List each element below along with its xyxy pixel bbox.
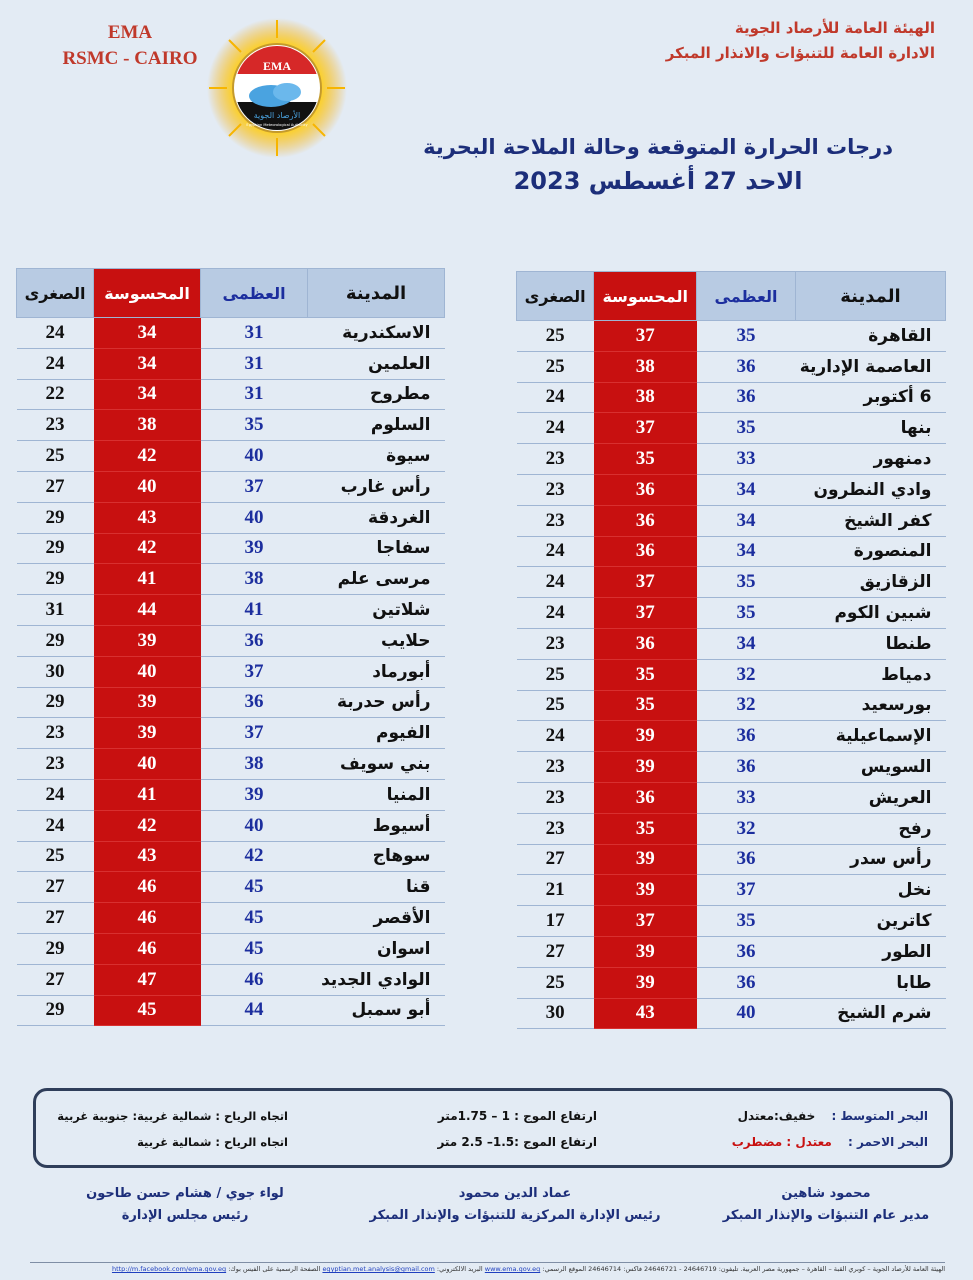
min-temp-cell: 23 — [517, 752, 594, 783]
max-temp-cell: 42 — [201, 841, 308, 872]
table-row — [517, 351, 946, 382]
city-cell: الإسماعيلية — [795, 721, 945, 752]
table-row — [17, 810, 445, 841]
feels-like-cell: 37 — [594, 567, 697, 598]
table-row — [517, 752, 946, 783]
max-temp-cell: 39 — [201, 533, 308, 564]
city-cell: الزقازيق — [795, 567, 945, 598]
sea-status-box — [33, 1088, 953, 1168]
min-temp-cell: 23 — [17, 749, 94, 780]
min-temp-cell: 29 — [17, 687, 94, 718]
city-cell: العاصمة الإدارية — [795, 351, 945, 382]
table-row — [17, 410, 445, 441]
feels-like-cell: 37 — [594, 906, 697, 937]
min-temp-cell: 27 — [17, 872, 94, 903]
max-temp-cell: 33 — [697, 444, 796, 475]
max-temp-cell: 46 — [201, 964, 308, 995]
table-row — [517, 875, 946, 906]
feels-like-cell: 39 — [594, 875, 697, 906]
max-temp-cell: 40 — [201, 810, 308, 841]
max-temp-cell: 38 — [201, 749, 308, 780]
table-body-right — [517, 321, 946, 1029]
med-sea-row — [738, 1109, 928, 1123]
footer-facebook-label: الصفحة الرسمية على الفيس بوك: — [228, 1265, 321, 1273]
min-temp-cell: 29 — [17, 533, 94, 564]
min-temp-cell: 24 — [517, 536, 594, 567]
signature-chairman — [60, 1183, 310, 1227]
med-wave-height: ارتفاع الموج : 1 – 1.75متر — [437, 1109, 597, 1123]
table-row — [517, 567, 946, 598]
min-temp-cell: 30 — [517, 998, 594, 1029]
max-temp-cell: 34 — [697, 474, 796, 505]
min-temp-cell: 25 — [517, 690, 594, 721]
table-row — [17, 995, 445, 1026]
min-temp-cell: 29 — [17, 933, 94, 964]
feels-like-cell: 39 — [594, 844, 697, 875]
page-title: درجات الحرارة المتوقعة وحالة الملاحة البحرية — [423, 135, 893, 159]
max-temp-cell: 45 — [201, 872, 308, 903]
table-row — [17, 872, 445, 903]
city-cell: أسيوط — [308, 810, 445, 841]
feels-like-cell: 41 — [94, 779, 201, 810]
city-cell: رأس سدر — [795, 844, 945, 875]
city-cell: رأس حدربة — [308, 687, 445, 718]
min-temp-cell: 25 — [517, 967, 594, 998]
table-row — [17, 502, 445, 533]
max-temp-cell: 40 — [697, 998, 796, 1029]
feels-like-cell: 39 — [594, 936, 697, 967]
min-temp-cell: 23 — [517, 474, 594, 505]
table-row — [17, 471, 445, 502]
feels-like-cell: 43 — [94, 841, 201, 872]
max-temp-cell: 36 — [697, 967, 796, 998]
max-temp-cell: 35 — [697, 567, 796, 598]
city-cell: العريش — [795, 782, 945, 813]
city-cell: دمنهور — [795, 444, 945, 475]
min-temp-cell: 22 — [17, 379, 94, 410]
feels-like-cell: 37 — [594, 413, 697, 444]
table-row — [17, 841, 445, 872]
column-header-min: الصغرى — [517, 272, 594, 321]
feels-like-cell: 43 — [594, 998, 697, 1029]
min-temp-cell: 25 — [517, 321, 594, 352]
feels-like-cell: 38 — [594, 382, 697, 413]
table-row — [517, 382, 946, 413]
column-header-feels: المحسوسة — [594, 272, 697, 321]
signature-name: لواء جوي / هشام حسن طاحون — [86, 1186, 284, 1201]
min-temp-cell: 29 — [17, 995, 94, 1026]
min-temp-cell: 24 — [517, 721, 594, 752]
city-cell: وادي النطرون — [795, 474, 945, 505]
city-cell: أبو سمبل — [308, 995, 445, 1026]
feels-like-cell: 40 — [94, 656, 201, 687]
table-row — [517, 690, 946, 721]
feels-like-cell: 35 — [594, 659, 697, 690]
org-department: الادارة العامة للتنبؤات والانذار المبكر — [665, 44, 935, 62]
max-temp-cell: 32 — [697, 659, 796, 690]
min-temp-cell: 23 — [17, 410, 94, 441]
min-temp-cell: 27 — [17, 964, 94, 995]
city-cell: قنا — [308, 872, 445, 903]
feels-like-cell: 39 — [94, 687, 201, 718]
footer-website-link[interactable]: www.ema.gov.eg — [484, 1265, 541, 1273]
city-cell: بورسعيد — [795, 690, 945, 721]
min-temp-cell: 29 — [17, 502, 94, 533]
logo-arabic: الأرصاد الجوية — [253, 111, 301, 120]
city-cell: كاترين — [795, 906, 945, 937]
table-row — [17, 318, 445, 349]
max-temp-cell: 33 — [697, 782, 796, 813]
footer-contact — [30, 1265, 945, 1273]
min-temp-cell: 24 — [517, 598, 594, 629]
city-cell: الفيوم — [308, 718, 445, 749]
table-row — [17, 779, 445, 810]
feels-like-cell: 36 — [594, 474, 697, 505]
page-title-block — [423, 132, 893, 200]
min-temp-cell: 21 — [517, 875, 594, 906]
feels-like-cell: 46 — [94, 903, 201, 934]
footer-facebook-link[interactable]: http://m.facebook.com/ema.gov.eg — [111, 1265, 227, 1273]
city-cell: طابا — [795, 967, 945, 998]
max-temp-cell: 35 — [697, 598, 796, 629]
ema-abbrev: EMA — [107, 22, 153, 43]
table-row — [517, 782, 946, 813]
max-temp-cell: 31 — [201, 318, 308, 349]
table-row — [517, 598, 946, 629]
table-row — [517, 721, 946, 752]
max-temp-cell: 35 — [201, 410, 308, 441]
table-row — [517, 813, 946, 844]
city-cell: الوادي الجديد — [308, 964, 445, 995]
red-sea-label: البحر الاحمر : — [848, 1135, 928, 1149]
feels-like-cell: 42 — [94, 533, 201, 564]
min-temp-cell: 24 — [17, 348, 94, 379]
min-temp-cell: 24 — [517, 382, 594, 413]
max-temp-cell: 37 — [697, 875, 796, 906]
city-cell: الأقصر — [308, 903, 445, 934]
city-cell: حلايب — [308, 625, 445, 656]
feels-like-cell: 38 — [594, 351, 697, 382]
footer-email-label: البريد الالكتروني: — [436, 1265, 483, 1273]
feels-like-cell: 44 — [94, 595, 201, 626]
table-row — [17, 595, 445, 626]
min-temp-cell: 25 — [17, 441, 94, 472]
city-cell: دمياط — [795, 659, 945, 690]
city-cell: سوهاج — [308, 841, 445, 872]
max-temp-cell: 35 — [697, 906, 796, 937]
min-temp-cell: 24 — [17, 318, 94, 349]
table-row — [17, 441, 445, 472]
table-row — [17, 749, 445, 780]
table-row — [17, 348, 445, 379]
signature-title: رئيس الإدارة المركزية للتنبؤات والإنذار المبكر — [369, 1208, 661, 1223]
city-cell: السلوم — [308, 410, 445, 441]
city-cell: سيوة — [308, 441, 445, 472]
min-temp-cell: 23 — [517, 628, 594, 659]
column-header-feels: المحسوسة — [94, 269, 201, 318]
table-row — [17, 656, 445, 687]
med-wind-direction: اتجاه الرياح : شمالية غربية: جنوبية غربية — [57, 1109, 288, 1123]
city-cell: شبين الكوم — [795, 598, 945, 629]
feels-like-cell: 46 — [94, 933, 201, 964]
city-cell: شلاتين — [308, 595, 445, 626]
rsmc-label: RSMC - CAIRO — [62, 48, 198, 69]
min-temp-cell: 24 — [517, 567, 594, 598]
city-cell: المنيا — [308, 779, 445, 810]
city-cell: شرم الشيخ — [795, 998, 945, 1029]
max-temp-cell: 37 — [201, 718, 308, 749]
min-temp-cell: 31 — [17, 595, 94, 626]
min-temp-cell: 23 — [517, 782, 594, 813]
table-body-left — [17, 318, 445, 1026]
column-header-max: العظمى — [201, 269, 308, 318]
red-wave-height: ارتفاع الموج :1.5– 2.5 متر — [437, 1135, 597, 1149]
organization-header — [666, 16, 935, 66]
feels-like-cell: 35 — [594, 444, 697, 475]
min-temp-cell: 24 — [17, 810, 94, 841]
city-cell: السويس — [795, 752, 945, 783]
max-temp-cell: 34 — [697, 505, 796, 536]
table-row — [17, 564, 445, 595]
column-header-city: المدينة — [308, 269, 445, 318]
city-cell: اسوان — [308, 933, 445, 964]
table-header-row — [17, 269, 445, 318]
column-header-max: العظمى — [697, 272, 796, 321]
max-temp-cell: 40 — [201, 502, 308, 533]
feels-like-cell: 45 — [94, 995, 201, 1026]
max-temp-cell: 36 — [201, 687, 308, 718]
feels-like-cell: 41 — [94, 564, 201, 595]
city-cell: بني سويف — [308, 749, 445, 780]
feels-like-cell: 36 — [594, 782, 697, 813]
min-temp-cell: 27 — [517, 844, 594, 875]
min-temp-cell: 24 — [17, 779, 94, 810]
med-sea-state: خفيف:معتدل — [737, 1109, 816, 1123]
feels-like-cell: 36 — [594, 628, 697, 659]
logo-subtitle: Egyptian Meteorological Authority — [246, 123, 308, 127]
city-cell: رفح — [795, 813, 945, 844]
city-cell: بنها — [795, 413, 945, 444]
min-temp-cell: 29 — [17, 625, 94, 656]
max-temp-cell: 36 — [697, 351, 796, 382]
min-temp-cell: 27 — [17, 903, 94, 934]
max-temp-cell: 39 — [201, 779, 308, 810]
max-temp-cell: 37 — [201, 471, 308, 502]
feels-like-cell: 34 — [94, 379, 201, 410]
max-temp-cell: 45 — [201, 903, 308, 934]
city-cell: مرسى علم — [308, 564, 445, 595]
table-row — [17, 903, 445, 934]
max-temp-cell: 36 — [697, 721, 796, 752]
feels-like-cell: 37 — [594, 321, 697, 352]
max-temp-cell: 38 — [201, 564, 308, 595]
city-cell: الغردقة — [308, 502, 445, 533]
feels-like-cell: 42 — [94, 810, 201, 841]
table-row — [17, 379, 445, 410]
feels-like-cell: 40 — [94, 749, 201, 780]
city-cell: سفاجا — [308, 533, 445, 564]
feels-like-cell: 38 — [94, 410, 201, 441]
max-temp-cell: 35 — [697, 321, 796, 352]
temperature-table-right — [516, 271, 946, 1029]
feels-like-cell: 37 — [594, 598, 697, 629]
feels-like-cell: 35 — [594, 690, 697, 721]
feels-like-cell: 39 — [594, 967, 697, 998]
max-temp-cell: 36 — [697, 382, 796, 413]
org-name: الهيئة العامة للأرصاد الجوية — [734, 19, 935, 37]
max-temp-cell: 34 — [697, 628, 796, 659]
city-cell: المنصورة — [795, 536, 945, 567]
max-temp-cell: 36 — [201, 625, 308, 656]
column-header-min: الصغرى — [17, 269, 94, 318]
city-cell: الطور — [795, 936, 945, 967]
table-row — [517, 659, 946, 690]
red-sea-state: معتدل : مضطرب — [731, 1135, 832, 1149]
table-row — [517, 321, 946, 352]
table-row — [517, 474, 946, 505]
med-sea-label: البحر المتوسط : — [831, 1109, 928, 1123]
feels-like-cell: 39 — [94, 625, 201, 656]
city-cell: 6 أكتوبر — [795, 382, 945, 413]
signature-name: محمود شاهين — [781, 1186, 871, 1201]
table-row — [517, 505, 946, 536]
feels-like-cell: 34 — [94, 318, 201, 349]
feels-like-cell: 47 — [94, 964, 201, 995]
min-temp-cell: 27 — [517, 936, 594, 967]
table-row — [17, 687, 445, 718]
table-row — [17, 533, 445, 564]
table-row — [517, 906, 946, 937]
forecast-date: الاحد 27 أغسطس 2023 — [513, 167, 803, 195]
max-temp-cell: 31 — [201, 348, 308, 379]
footer-address: الهيئة العامة للأرصاد الجوية – كوبري القبة – القاهرة – جمهورية مصر العربية. تليفون: 24646719 - 24646721 فاكس: 24646714 الموقع الرسمي: — [542, 1265, 945, 1273]
feels-like-cell: 39 — [94, 718, 201, 749]
ema-logo — [205, 18, 350, 158]
signature-central-admin — [350, 1183, 680, 1227]
table-row — [17, 933, 445, 964]
min-temp-cell: 25 — [517, 659, 594, 690]
table-row — [517, 628, 946, 659]
min-temp-cell: 23 — [517, 444, 594, 475]
min-temp-cell: 24 — [517, 413, 594, 444]
city-cell: أبورماد — [308, 656, 445, 687]
max-temp-cell: 40 — [201, 441, 308, 472]
city-cell: الاسكندرية — [308, 318, 445, 349]
max-temp-cell: 35 — [697, 413, 796, 444]
max-temp-cell: 34 — [697, 536, 796, 567]
feels-like-cell: 42 — [94, 441, 201, 472]
max-temp-cell: 44 — [201, 995, 308, 1026]
feels-like-cell: 36 — [594, 505, 697, 536]
min-temp-cell: 30 — [17, 656, 94, 687]
table-row — [17, 625, 445, 656]
max-temp-cell: 32 — [697, 813, 796, 844]
table-row — [517, 844, 946, 875]
column-header-city: المدينة — [795, 272, 945, 321]
min-temp-cell: 27 — [17, 471, 94, 502]
table-row — [517, 444, 946, 475]
feels-like-cell: 39 — [594, 721, 697, 752]
min-temp-cell: 17 — [517, 906, 594, 937]
table-row — [17, 718, 445, 749]
signature-title: رئيس مجلس الإدارة — [121, 1208, 249, 1223]
max-temp-cell: 45 — [201, 933, 308, 964]
max-temp-cell: 31 — [201, 379, 308, 410]
feels-like-cell: 36 — [594, 536, 697, 567]
feels-like-cell: 34 — [94, 348, 201, 379]
table-header-row — [517, 272, 946, 321]
table-row — [517, 536, 946, 567]
signature-name: عماد الدين محمود — [458, 1186, 572, 1201]
max-temp-cell: 41 — [201, 595, 308, 626]
min-temp-cell: 29 — [17, 564, 94, 595]
city-cell: كفر الشيخ — [795, 505, 945, 536]
feels-like-cell: 46 — [94, 872, 201, 903]
red-sea-row — [732, 1135, 928, 1149]
footer-email-link[interactable]: egyptian.met.analysis@gmail.com — [322, 1265, 435, 1273]
city-cell: نخل — [795, 875, 945, 906]
table-row — [517, 936, 946, 967]
logo-text: EMA — [263, 59, 291, 73]
temperature-table-left — [16, 268, 445, 1026]
max-temp-cell: 37 — [201, 656, 308, 687]
feels-like-cell: 39 — [594, 752, 697, 783]
table-row — [517, 413, 946, 444]
footer-divider — [30, 1262, 945, 1263]
min-temp-cell: 23 — [517, 813, 594, 844]
max-temp-cell: 36 — [697, 936, 796, 967]
ema-label — [55, 20, 205, 72]
feels-like-cell: 43 — [94, 502, 201, 533]
city-cell: العلمين — [308, 348, 445, 379]
city-cell: مطروح — [308, 379, 445, 410]
max-temp-cell: 36 — [697, 752, 796, 783]
min-temp-cell: 25 — [517, 351, 594, 382]
max-temp-cell: 36 — [697, 844, 796, 875]
city-cell: رأس غارب — [308, 471, 445, 502]
table-row — [517, 998, 946, 1029]
table-row — [517, 967, 946, 998]
min-temp-cell: 23 — [17, 718, 94, 749]
feels-like-cell: 35 — [594, 813, 697, 844]
signature-title: مدير عام التنبؤات والإنذار المبكر — [722, 1208, 930, 1223]
min-temp-cell: 25 — [17, 841, 94, 872]
signature-director — [711, 1183, 941, 1227]
min-temp-cell: 23 — [517, 505, 594, 536]
max-temp-cell: 32 — [697, 690, 796, 721]
table-row — [17, 964, 445, 995]
feels-like-cell: 40 — [94, 471, 201, 502]
city-cell: طنطا — [795, 628, 945, 659]
red-wind-direction: اتجاه الرياح : شمالية غربية — [137, 1135, 288, 1149]
city-cell: القاهرة — [795, 321, 945, 352]
